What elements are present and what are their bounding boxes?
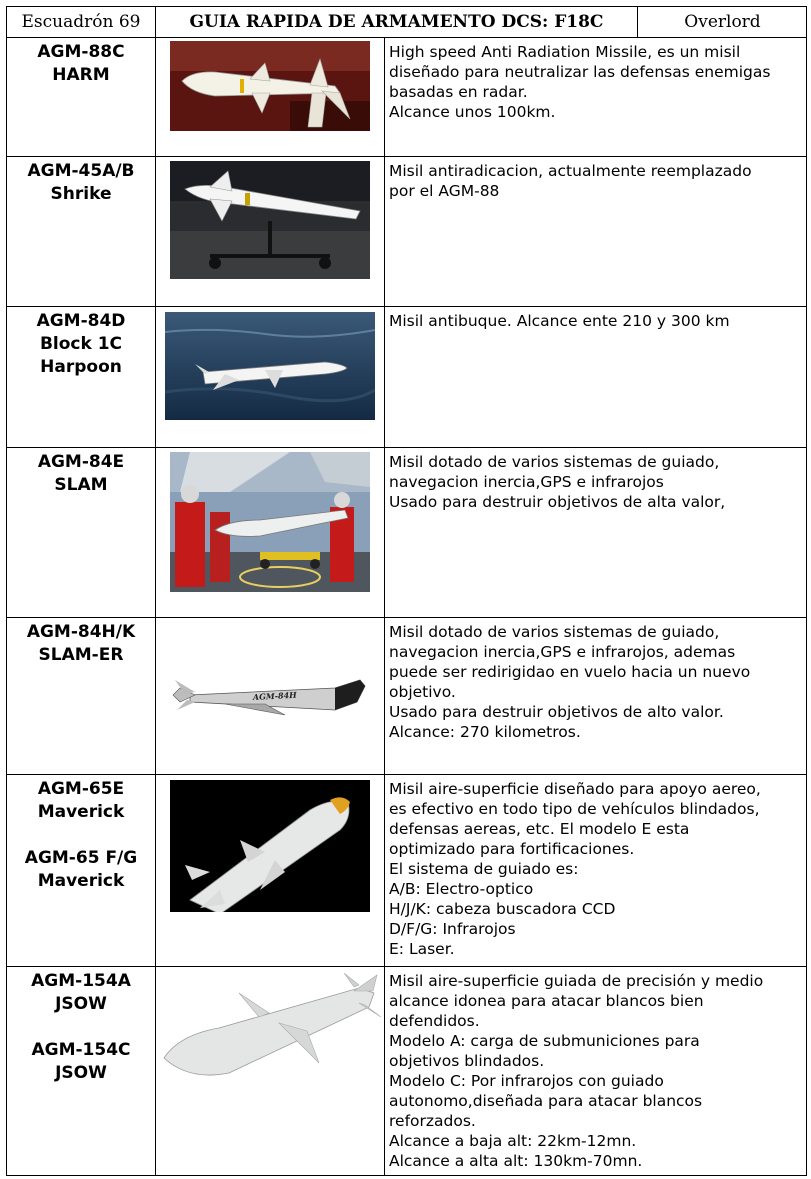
weapon-description: Misil antiradicacion, actualmente reemplazado por el AGM-88 <box>385 157 807 307</box>
weapon-image-cell <box>156 307 385 448</box>
missile-harm-image <box>170 41 370 131</box>
weapon-description: Misil aire-superficie guiada de precisión y medio alcance idonea para atacar blancos bien defendidos. Modelo A: carga de submuniciones para objetivos blindados. Modelo C: Por infrarojos con guiado autonomo,diseñada para atacar blancos reforzados. Alcance a baja alt: 22km-12mn. Alcance a alta alt: 130km-70mn. <box>385 967 807 1176</box>
weapon-image-cell <box>156 618 385 775</box>
weapon-description: Misil dotado de varios sistemas de guiado, navegacion inercia,GPS e infrarojos Usado para destruir objetivos de alta valor, <box>385 448 807 618</box>
weapon-image-cell <box>156 38 385 157</box>
missile-slam-er-image <box>165 640 375 750</box>
weapon-name: AGM-65E Maverick AGM-65 F/G Maverick <box>7 775 156 967</box>
author-name: Overlord <box>684 12 761 32</box>
glide-bomb-jsow-image <box>159 973 381 1093</box>
weapon-image-cell <box>156 448 385 618</box>
weapon-name: AGM-84D Block 1C Harpoon <box>7 307 156 448</box>
weapon-description: Misil antibuque. Alcance ente 210 y 300 km <box>385 307 807 448</box>
weapon-name: AGM-84E SLAM <box>7 448 156 618</box>
weapon-name: AGM-88C HARM <box>7 38 156 157</box>
missile-maverick-image <box>170 780 370 912</box>
weapon-row-slam <box>7 448 807 618</box>
weapon-row-harm <box>7 38 807 157</box>
weapon-description: Misil aire-superficie diseñado para apoyo aereo, es efectivo en todo tipo de vehículos blindados, defensas aereas, etc. El modelo E esta optimizado para fortificaciones. El sistema de guiado es: A/B: Electro-optico H/J/K: cabeza buscadora CCD D/F/G: Infrarojos E: Laser. <box>385 775 807 967</box>
weapon-description: Misil dotado de varios sistemas de guiado, navegacion inercia,GPS e infrarojos, ademas puede ser redirigidao en vuelo hacia un nuevo objetivo. Usado para destruir objetivos de alto valor. Alcance: 270 kilometros. <box>385 618 807 775</box>
weapon-image-cell <box>156 775 385 967</box>
squadron-name: Escuadrón 69 <box>7 7 156 38</box>
header-row <box>7 7 807 38</box>
weapon-row-harpoon <box>7 307 807 448</box>
missile-harpoon-image <box>165 312 375 420</box>
weapons-table <box>6 6 807 1176</box>
missile-body-label: AGM-84H <box>252 689 297 702</box>
weapon-description: High speed Anti Radiation Missile, es un misil diseñado para neutralizar las defensas enemigas basadas en radar. Alcance unos 100km. <box>385 38 807 157</box>
weapon-row-slam-er <box>7 618 807 775</box>
weapon-image-cell <box>156 967 385 1176</box>
missile-shrike-image <box>170 161 370 279</box>
weapons-guide-page <box>6 6 806 1176</box>
weapon-row-maverick <box>7 775 807 967</box>
weapon-row-shrike <box>7 157 807 307</box>
weapon-image-cell <box>156 157 385 307</box>
weapon-name: AGM-45A/B Shrike <box>7 157 156 307</box>
guide-title: GUIA RAPIDA DE ARMAMENTO DCS: F18C <box>156 7 638 37</box>
weapon-name: AGM-154A JSOW AGM-154C JSOW <box>7 967 156 1176</box>
weapon-name: AGM-84H/K SLAM-ER <box>7 618 156 775</box>
missile-slam-image <box>170 452 370 592</box>
weapon-row-jsow <box>7 967 807 1176</box>
